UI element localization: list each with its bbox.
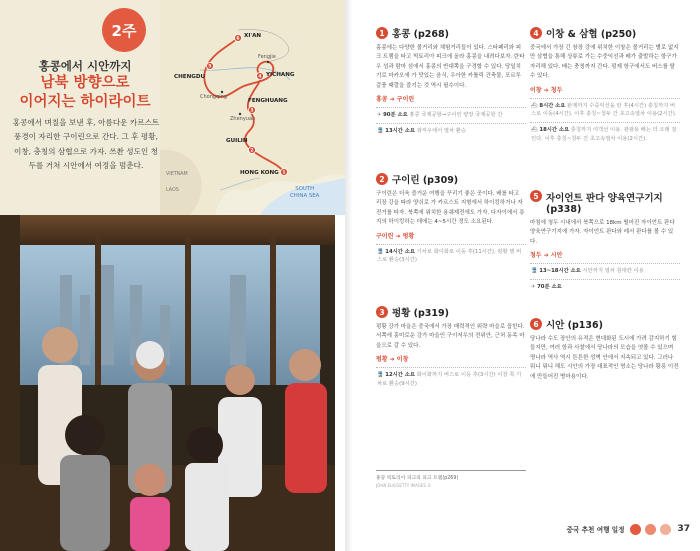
section-header [530,190,680,215]
map-stop-6: 6 [236,36,240,42]
map-label-laos: LAOS [166,188,179,193]
map-stop-5: 5 [208,64,212,70]
map-label-sea: SOUTH CHINA SEA [290,186,320,199]
map-label-yichang: YICHANG [266,72,295,78]
route-line: 🚆 13시간 소요 광저우에서 열차 환승 [377,127,467,134]
map-stop-1: 1 [282,170,286,176]
map-stop-3: 3 [250,108,254,114]
section-header [376,172,526,186]
section-header [376,305,526,319]
intro-subtitle: 홍콩에서 시안까지 [38,59,132,73]
section-number: 5 [530,190,542,202]
map-label-zhenyuan: Zhenyuan [230,116,256,122]
section-guilin [376,172,526,265]
footer-dot [630,524,641,535]
section-header [376,26,526,40]
route-line: ⛴ 8시간 소요 완제까지 수중익선을 탄 후(4시간) 충칭까지 버스로 이동(4시간). 이후 충칭~청두 간 초고속열차 이용(2시간). [531,102,677,118]
route-line: 🚆 12시간 소요 화이화까지 버스로 이동 후(3시간) 이창 쪽 기차로 환승(9시간) [377,372,522,388]
route-line: ✈ 70분 소요 [531,284,562,291]
map-label-hongkong: HONG KONG [240,170,279,176]
photo-illustration [0,215,335,551]
map-label-chongqing: Chongqing [200,94,227,100]
intro-title [10,74,160,112]
section-title: 시안 (p136) [546,320,603,331]
route-map [160,0,345,215]
map-label-guilin: GUILIN [226,138,248,144]
section-number: 3 [376,306,388,318]
section-title: 이창 & 삼협 (p250) [546,29,637,40]
footer-label: 중국 추천 여행 일정 [566,526,625,534]
intro-panel [0,0,345,215]
footer-dot [660,524,671,535]
map-label-vietnam: VIETNAM [166,172,188,177]
caption-credit: JOHN ELK/GETTY IMAGES © [376,483,432,488]
map-stop-2: 2 [250,148,254,154]
map-label-chengdu: CHENGDU [174,74,206,80]
map-label-fenghuang: FENGHUANG [248,98,288,104]
route-line: 🚆 14시간 소요 기차로 화이화로 이동 후(11시간), 펑황 행 버스로 환승(3시간) [377,248,522,264]
route-info [376,95,526,136]
section-header [530,26,680,40]
section-panda [530,190,680,292]
section-title: 구이린 (p309) [392,175,459,186]
intro-title-line2: 이어지는 하이라이트 [19,94,151,110]
page-number: 37 [677,524,690,534]
section-body: 홍콩에는 다양한 볼거리와 체험거리들이 있다. 스타페리와 피크 트램을 타고 빅토리아 피크에 올라 홍콩을 내려다보자. 란타우 섬과 람마 섬에서 홍콩의 반대쪽을 구경할 수 있다. 당일치기로 마카오에 가 맛있는 음식, 우아한 카톨릭 건축물, 포르투갈풍 때깔을 즐기는 것 역시 필수이다. [376,45,525,89]
route-info [530,86,680,144]
page-footer [540,521,690,537]
route-heading: 청두 ➔ 시안 [530,252,563,260]
route-info [376,232,526,266]
section-title: 펑황 (p319) [392,308,449,319]
section-title: 홍콩 (p268) [392,29,449,40]
route-heading: 구이린 ➔ 펑황 [376,232,415,240]
intro-title-line1: 남북 방향으로 [40,75,130,91]
section-body: 중국에서 가장 긴 창장 강에 위치한 이창은 볼거리는 별로 없지만 삼협을 통해 상류로 가는 수중익선과 배가 출발하는 항구가 자리해 있다. 배는 충칭까지 간다. 펑제 항구에서도 버스를 탈 수 있다. [530,45,679,80]
section-yichang [530,26,680,144]
route-line: ⛴ 18시간 소요 충칭까지 여객선 이용. 관광용 배는 더 오래 걸린다. 이후 충칭~청두 간 초고속열차 이용(2시간). [531,127,677,143]
route-heading: 이창 ➔ 청두 [530,86,563,94]
section-body: 당나라 수도 장안의 유적은 현대화된 도시에 가려 감지하기 힘들지만, 여러 항과 사찰에서 당나라의 모습을 엿볼 수 있으며 명나라 역사 역시 튼튼한 성벽 안에서 지속되고 있다. 그러나 뭐니 뭐니 해도 시안의 가장 대표적인 명소는 당나라 황릉 이전에 만들어진 병마용이다. [530,336,679,380]
section-number: 6 [530,318,542,330]
caption-text: 홍콩 빅토리아 피크의 피크 트램(p269) [376,476,459,481]
section-number: 2 [376,173,388,185]
week-badge: 2주 [102,8,146,52]
page-spine [345,0,353,551]
route-heading: 홍콩 ➔ 구이린 [376,96,415,104]
route-line: 🚆 13~18시간 소요 시안까지 열차 침대칸 이용 [531,268,644,275]
map-stop-4: 4 [258,74,262,80]
section-body: 펑황 강가 마을은 중국에서 가장 매력적인 위략 마을로 꼽힌다. 서쪽에 흥미로운 강가 마을인 구이저우의 전위안, 근처 동족 마을으로 갈 수 있다. [376,324,525,349]
section-number: 4 [530,27,542,39]
intro-text [10,0,160,215]
section-body: 구이린은 더욱 즐거운 여행을 꾸리기 좋은 곳이다. 배를 타고 리장 강을 따라 양쉬로 가 카르스트 지형에서 하이킹하거나 자전거를 타자. 북쪽에 위치한 용쉐제전에도 가자. 다자이에서 릉지의 하이킹하는 데에는 4~5시간 정도 소요된다. [376,191,525,226]
section-header [530,317,680,331]
route-line: ✈ 90분 소요 홍콩 국제공항→구이린 량장 국제공항 간 [377,112,503,119]
section-hongkong [376,26,526,136]
left-page [0,0,345,551]
peak-tram-photo [0,215,335,551]
section-title: 자이언트 판다 양육연구기지 (p338) [546,193,663,215]
section-xian [530,317,680,382]
map-label-fengjie: Fengjie [258,54,276,60]
map-label-xian: XI'AN [244,33,262,39]
section-body: 마침에 청두 시내에서 북쪽으로 18km 떨어진 자이언트 판다 양육연구기지에 가자. 자이언트 판다와 레서 판다를 볼 수 있다. [530,220,675,245]
footer-dot [645,524,656,535]
intro-body: 홍콩에서 며칠을 보낸 후, 아름다운 카르스트 풍경이 자리한 구이린으로 간다. 그 후 평황, 이창, 충칭의 삼협으로 가자. 쓰촨 성도인 청두를 거쳐 시안에서 여정을 멈춘다. [12,118,160,171]
route-info [530,251,680,292]
route-info [376,355,526,389]
section-number: 1 [376,27,388,39]
route-heading: 펑황 ➔ 이창 [376,356,409,364]
photo-caption [376,470,526,489]
section-fenghuang [376,305,526,389]
